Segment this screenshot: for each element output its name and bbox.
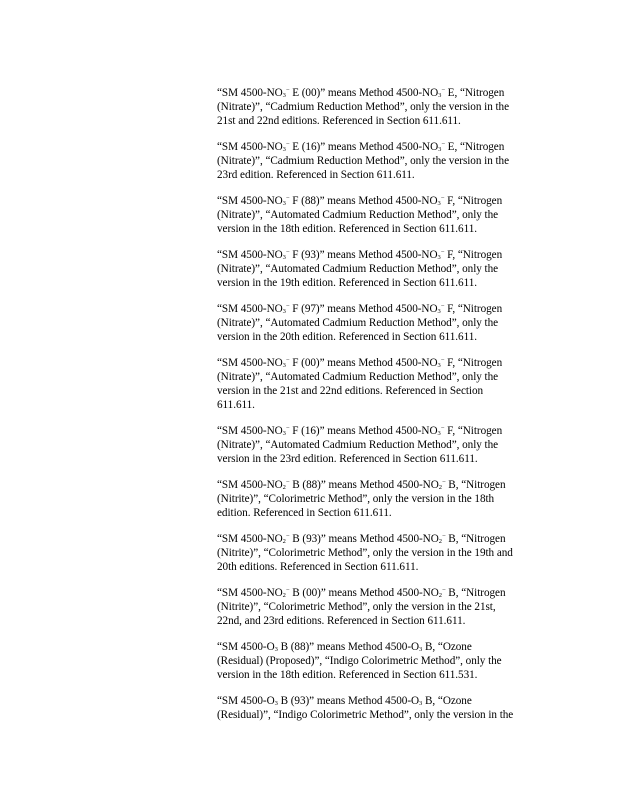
text-run: “SM 4500-NO (217, 479, 283, 491)
text-run: “SM 4500-NO (217, 357, 283, 369)
definition-paragraph (217, 356, 543, 412)
text-run: version in the 23rd edition. Referenced in Section 611.611. (217, 453, 478, 465)
text-run: E, “Nitrogen (444, 87, 505, 99)
superscript: − (440, 425, 445, 432)
subscript: 3 (437, 362, 441, 369)
text-run: B, “Ozone (422, 641, 472, 653)
definition-line (217, 384, 543, 398)
subscript: 2 (282, 592, 286, 599)
text-run: version in the 20th edition. Referenced in Section 611.611. (217, 331, 477, 343)
subscript: 3 (282, 430, 286, 437)
definition-line (217, 154, 543, 168)
definition-line (217, 248, 543, 262)
text-run: F, “Nitrogen (444, 195, 503, 207)
subscript: 3 (274, 646, 278, 653)
subscript: 3 (419, 700, 423, 707)
subscript: 3 (438, 92, 442, 99)
definition-paragraph (217, 302, 543, 344)
definition-paragraph (217, 86, 543, 128)
definition-line (217, 586, 543, 600)
superscript: − (441, 533, 446, 540)
superscript: − (440, 249, 445, 256)
text-run: “SM 4500-NO (217, 249, 283, 261)
definition-line (217, 302, 543, 316)
text-run: B (93)” means Method 4500-O (277, 695, 420, 707)
text-run: B, “Nitrogen (445, 587, 506, 599)
text-run: B, “Ozone (422, 695, 472, 707)
text-run: (Nitrate)”, “Automated Cadmium Reduction Method”, only the (217, 439, 499, 451)
text-run: “SM 4500-NO (217, 425, 283, 437)
definition-line (217, 114, 543, 128)
superscript: − (285, 303, 290, 310)
definition-paragraph (217, 140, 543, 182)
definition-line (217, 506, 543, 520)
subscript: 3 (438, 146, 442, 153)
text-run: 23rd edition. Referenced in Section 611.611. (217, 169, 415, 181)
text-run: F (93)” means Method 4500-NO (289, 249, 438, 261)
definition-paragraph (217, 248, 543, 290)
text-run: version in the 19th edition. Referenced in Section 611.611. (217, 277, 477, 289)
definition-line (217, 208, 543, 222)
definition-line (217, 222, 543, 236)
subscript: 2 (438, 484, 442, 491)
superscript: − (285, 141, 290, 148)
subscript: 2 (282, 484, 286, 491)
superscript: − (441, 587, 446, 594)
text-run: B, “Nitrogen (445, 533, 506, 545)
definition-line (217, 492, 543, 506)
definition-line (217, 398, 543, 412)
definition-line (217, 560, 543, 574)
subscript: 3 (437, 254, 441, 261)
definition-line (217, 600, 543, 614)
text-run: (Residual)”, “Indigo Colorimetric Method”, only the version in the (217, 709, 514, 721)
text-run: F, “Nitrogen (444, 249, 503, 261)
definition-line (217, 640, 543, 654)
text-run: version in the 18th edition. Referenced in Section 611.611. (217, 223, 477, 235)
subscript: 3 (437, 308, 441, 315)
text-run: (Nitrite)”, “Colorimetric Method”, only the version in the 18th (217, 493, 495, 505)
definition-line (217, 694, 543, 708)
subscript: 2 (438, 592, 442, 599)
definition-line (217, 100, 543, 114)
text-run: B (00)” means Method 4500-NO (289, 587, 439, 599)
text-run: B (88)” means Method 4500-NO (289, 479, 439, 491)
definition-line (217, 532, 543, 546)
text-run: (Nitrate)”, “Automated Cadmium Reduction Method”, only the (217, 317, 499, 329)
definition-line (217, 86, 543, 100)
superscript: − (285, 587, 290, 594)
text-run: 21st and 22nd editions. Referenced in Section 611.611. (217, 115, 461, 127)
text-run: (Nitrate)”, “Automated Cadmium Reduction Method”, only the (217, 371, 499, 383)
text-run: “SM 4500-NO (217, 195, 283, 207)
superscript: − (441, 87, 445, 94)
definition-line (217, 140, 543, 154)
definition-paragraph (217, 640, 543, 682)
definition-line (217, 276, 543, 290)
text-run: “SM 4500-NO (217, 533, 283, 545)
definition-line (217, 708, 543, 722)
subscript: 2 (438, 538, 442, 545)
text-run: (Nitrite)”, “Colorimetric Method”, only the version in the 21st, (217, 601, 496, 613)
text-run: “SM 4500-NO (217, 587, 283, 599)
subscript: 3 (437, 430, 441, 437)
text-run: 611.611. (217, 399, 255, 411)
definition-paragraph (217, 424, 543, 466)
subscript: 3 (437, 200, 441, 207)
superscript: − (441, 479, 446, 486)
text-run: 20th editions. Referenced in Section 611.611. (217, 561, 419, 573)
definition-paragraph (217, 478, 543, 520)
text-run: F, “Nitrogen (444, 425, 503, 437)
superscript: − (285, 249, 290, 256)
definition-line (217, 654, 543, 668)
definition-paragraph (217, 694, 543, 722)
text-run: F (00)” means Method 4500-NO (289, 357, 438, 369)
superscript: − (285, 195, 290, 202)
subscript: 3 (282, 146, 286, 153)
text-run: version in the 21st and 22nd editions. Referenced in Section (217, 385, 484, 397)
text-run: 22nd, and 23rd editions. Referenced in Section 611.611. (217, 615, 466, 627)
definition-line (217, 478, 543, 492)
definition-line (217, 316, 543, 330)
text-run: B, “Nitrogen (445, 479, 506, 491)
definition-line (217, 194, 543, 208)
text-run: B (88)” means Method 4500-O (277, 641, 420, 653)
text-run: F (97)” means Method 4500-NO (289, 303, 438, 315)
definitions-list (217, 86, 543, 734)
superscript: − (285, 357, 290, 364)
subscript: 3 (282, 308, 286, 315)
text-run: F, “Nitrogen (444, 303, 503, 315)
text-run: (Nitrate)”, “Cadmium Reduction Method”, only the version in the (217, 155, 510, 167)
definition-line (217, 438, 543, 452)
text-run: version in the 18th edition. Referenced in Section 611.531. (217, 669, 478, 681)
text-run: B (93)” means Method 4500-NO (289, 533, 439, 545)
definition-line (217, 614, 543, 628)
definition-paragraph (217, 532, 543, 574)
text-run: (Nitrate)”, “Automated Cadmium Reduction Method”, only the (217, 263, 499, 275)
superscript: − (440, 303, 445, 310)
text-run: (Residual) (Proposed)”, “Indigo Colorimetric Method”, only the (217, 655, 502, 667)
subscript: 3 (282, 254, 286, 261)
subscript: 3 (282, 362, 286, 369)
subscript: 3 (419, 646, 423, 653)
definition-line (217, 330, 543, 344)
text-run: F (16)” means Method 4500-NO (289, 425, 438, 437)
definition-line (217, 370, 543, 384)
text-run: “SM 4500-O (217, 641, 275, 653)
definition-paragraph (217, 586, 543, 628)
subscript: 3 (274, 700, 278, 707)
text-run: E (16)” means Method 4500-NO (289, 141, 439, 153)
definition-line (217, 168, 543, 182)
superscript: − (285, 533, 290, 540)
definition-line (217, 452, 543, 466)
superscript: − (285, 479, 290, 486)
superscript: − (441, 141, 445, 148)
text-run: “SM 4500-NO (217, 303, 283, 315)
subscript: 3 (282, 92, 286, 99)
superscript: − (285, 425, 290, 432)
text-run: (Nitrate)”, “Cadmium Reduction Method”, only the version in the (217, 101, 510, 113)
text-run: (Nitrate)”, “Automated Cadmium Reduction Method”, only the (217, 209, 499, 221)
text-run: F (88)” means Method 4500-NO (289, 195, 438, 207)
text-run: E (00)” means Method 4500-NO (289, 87, 439, 99)
definition-line (217, 424, 543, 438)
superscript: − (285, 87, 290, 94)
text-run: F, “Nitrogen (444, 357, 503, 369)
superscript: − (440, 357, 445, 364)
superscript: − (440, 195, 445, 202)
definition-line (217, 546, 543, 560)
text-run: “SM 4500-NO (217, 87, 283, 99)
text-run: E, “Nitrogen (444, 141, 505, 153)
text-run: “SM 4500-NO (217, 141, 283, 153)
definition-line (217, 668, 543, 682)
subscript: 3 (282, 200, 286, 207)
definition-line (217, 262, 543, 276)
text-run: (Nitrite)”, “Colorimetric Method”, only the version in the 19th and (217, 547, 513, 559)
text-run: edition. Referenced in Section 611.611. (217, 507, 392, 519)
subscript: 2 (282, 538, 286, 545)
definition-line (217, 356, 543, 370)
text-run: “SM 4500-O (217, 695, 275, 707)
definition-paragraph (217, 194, 543, 236)
